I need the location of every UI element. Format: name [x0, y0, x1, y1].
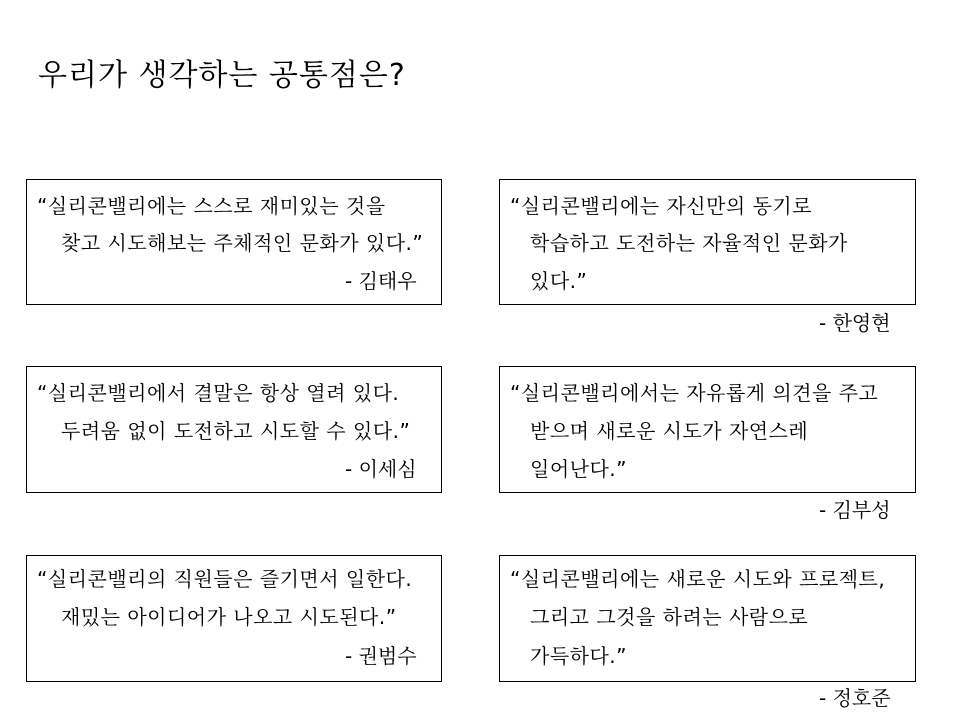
quote-author: - 정호준 — [819, 686, 891, 710]
quote-text-line-3: 일어난다.” — [530, 457, 627, 481]
quote-text-line-2: 받으며 새로운 시도가 자연스레 — [530, 419, 809, 443]
quote-text-line-2: 두려움 없이 도전하고 시도할 수 있다.” — [61, 419, 411, 443]
quote-author: - 권범수 — [345, 644, 417, 668]
quote-card-kim-busung — [499, 366, 916, 493]
quote-text-line-2: 재밌는 아이디어가 나오고 시도된다.” — [61, 605, 397, 629]
quote-card-kwon-beomsu — [26, 555, 442, 682]
quote-text-line-1: “실리콘밸리의 직원들은 즐기면서 일한다. — [37, 567, 413, 591]
quote-text-line-1: “실리콘밸리에서 결말은 항상 열려 있다. — [37, 381, 400, 405]
quote-text-line-1: “실리콘밸리에는 자신만의 동기로 — [510, 194, 813, 218]
quote-text-line-1: “실리콘밸리에는 새로운 시도와 프로젝트, — [510, 567, 886, 591]
quote-author: - 이세심 — [345, 457, 417, 481]
quote-text-line-1: “실리콘밸리에는 스스로 재미있는 것을 — [37, 194, 386, 218]
quote-text-line-3: 가득하다.” — [530, 644, 627, 668]
quote-author: - 김태우 — [345, 269, 417, 293]
quote-text-line-3: 있다.” — [530, 269, 588, 293]
quote-card-lee-sesim — [26, 366, 442, 493]
quote-author: - 김부성 — [819, 498, 891, 522]
quote-text-line-2: 찾고 시도해보는 주체적인 문화가 있다.” — [61, 231, 424, 255]
quote-card-jung-hojun — [499, 555, 916, 682]
quote-card-han-younghyun — [499, 179, 916, 305]
quote-text-line-2: 그리고 그것을 하려는 사람으로 — [530, 605, 809, 629]
slide-title: 우리가 생각하는 공통점은? — [38, 58, 406, 93]
quote-author: - 한영현 — [819, 311, 891, 335]
quote-text-line-2: 학습하고 도전하는 자율적인 문화가 — [530, 231, 848, 255]
quote-card-kim-taewoo — [26, 179, 442, 305]
quote-text-line-1: “실리콘밸리에서는 자유롭게 의견을 주고 — [510, 381, 879, 405]
